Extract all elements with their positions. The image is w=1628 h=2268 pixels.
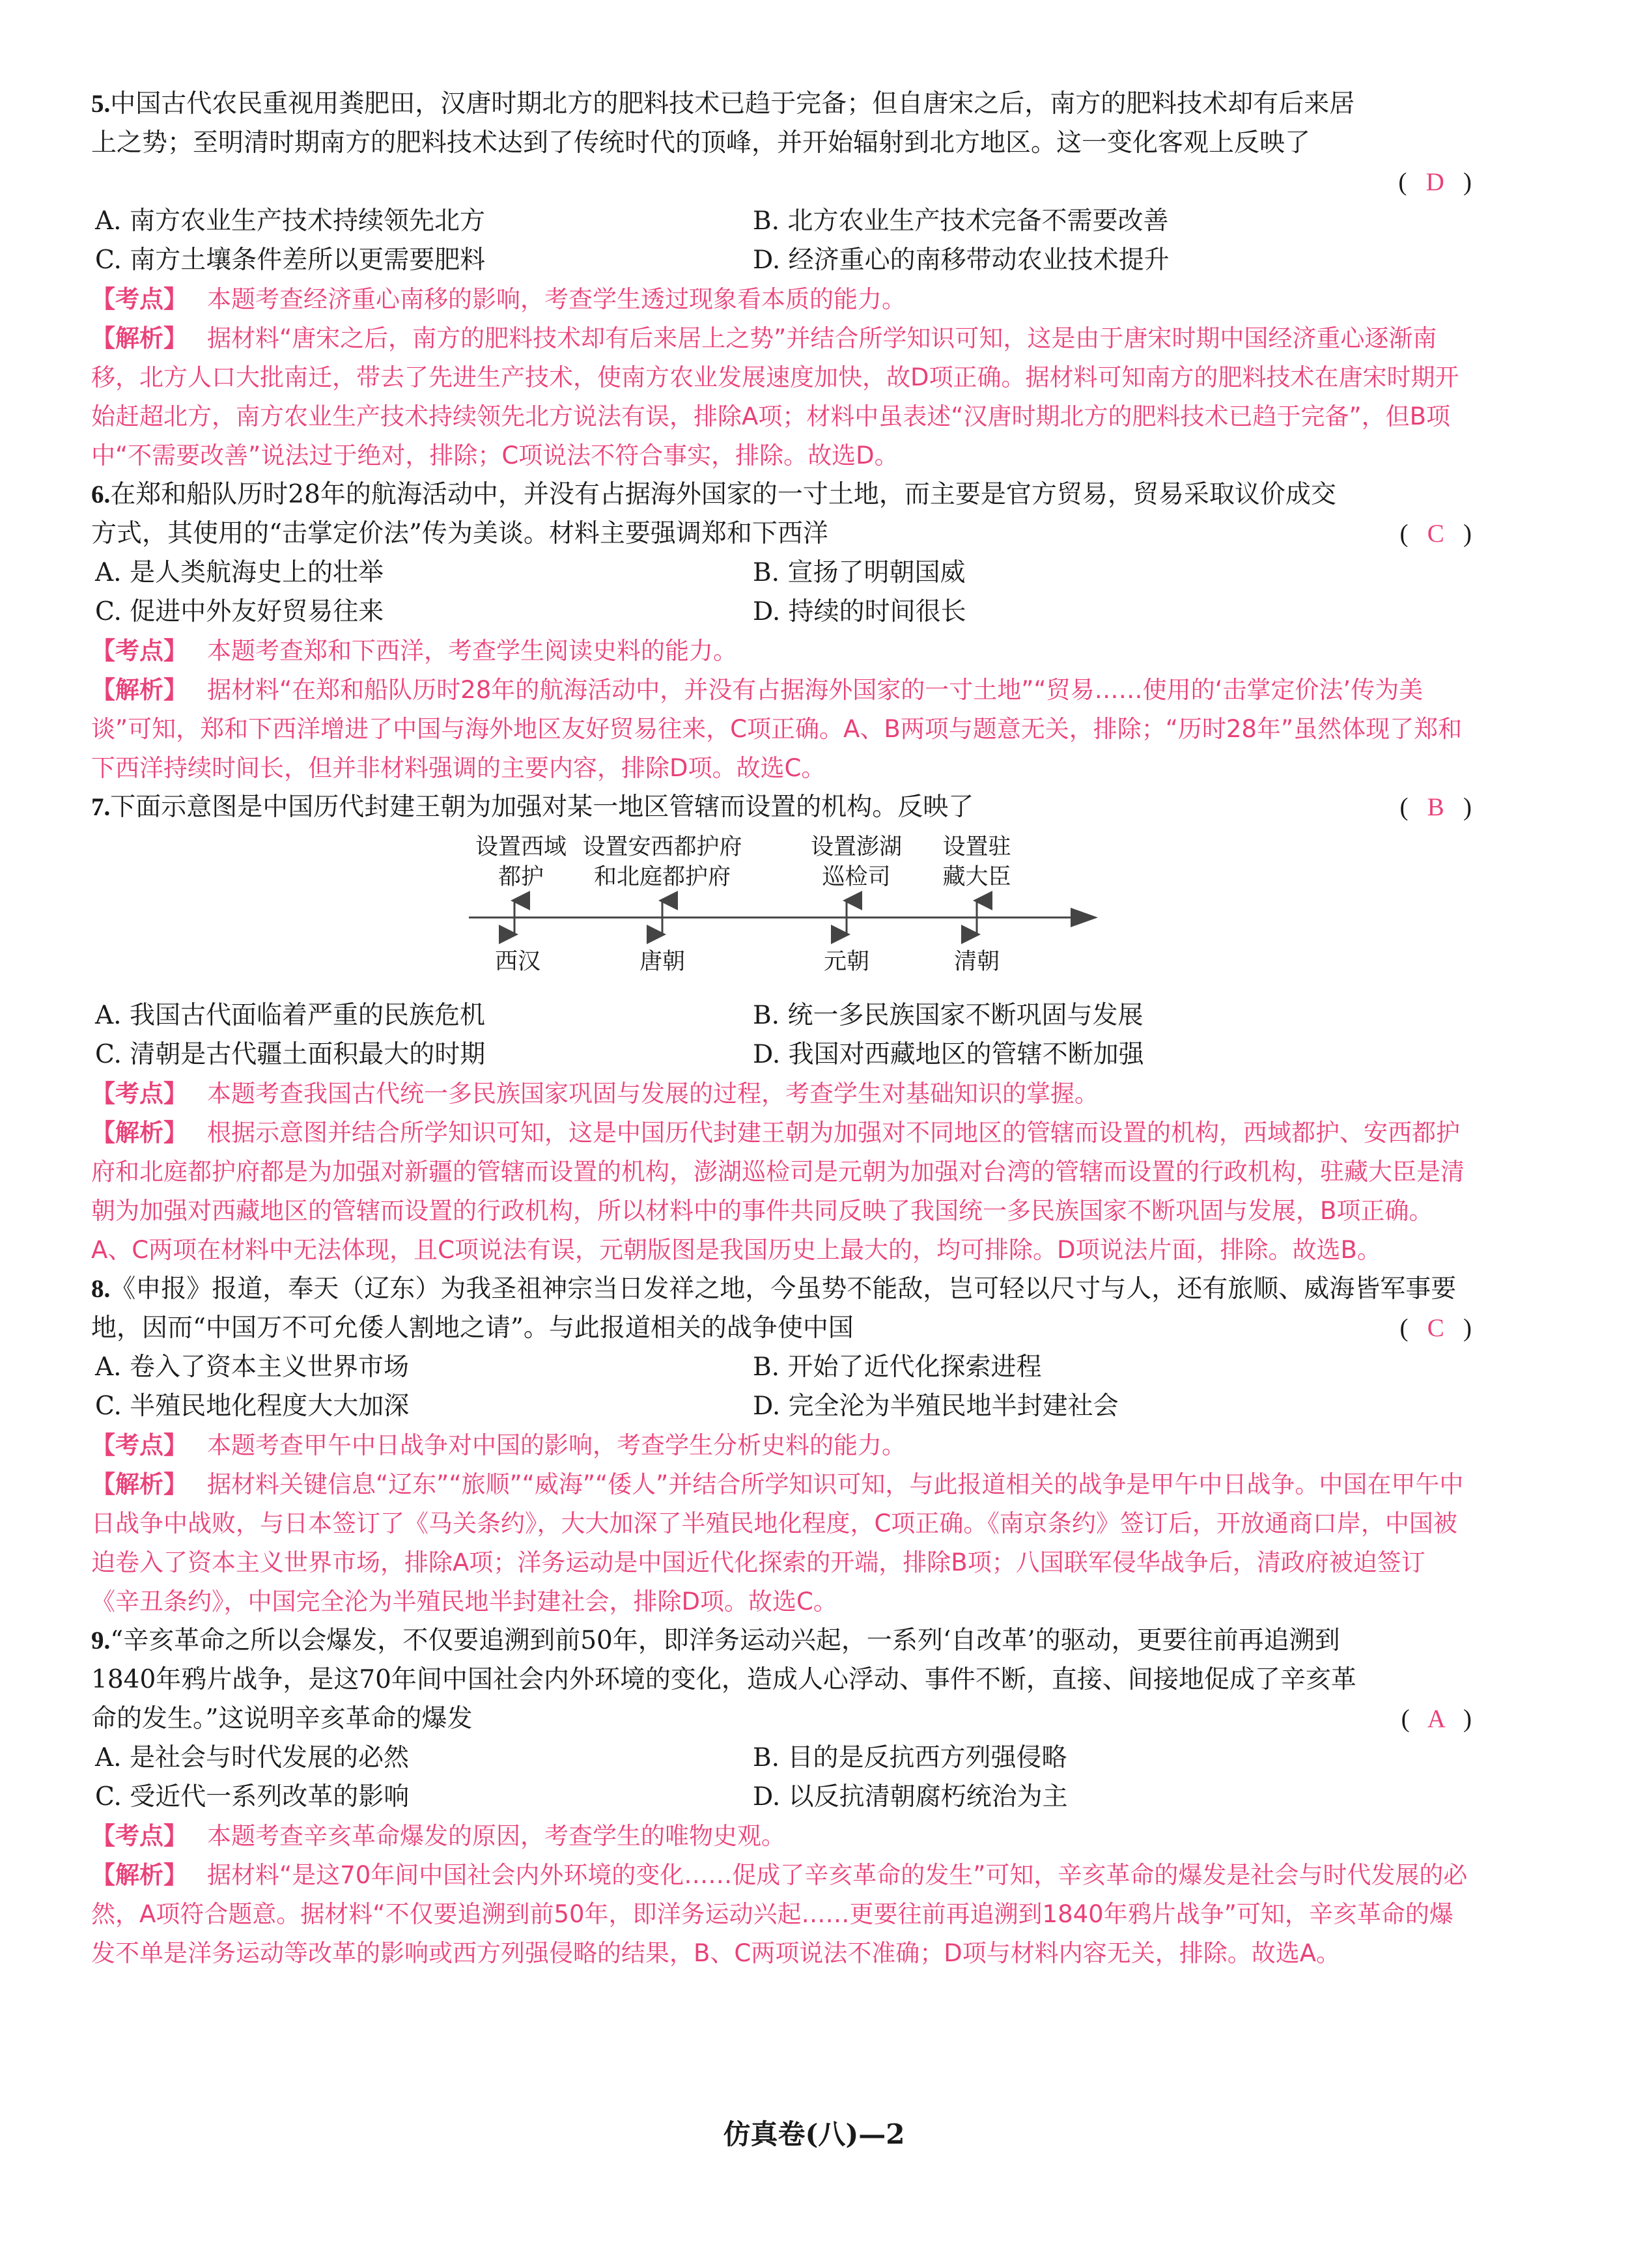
kaodian-tag: 【考点】 [91,1080,188,1108]
question-stem-line: 中国古代农民重视用粪肥田，汉唐时期北方的肥料技术已趋于完备；但自唐宋之后，南方的肥料技术却有后来居 [110,89,1355,119]
option-a: A. 南方农业生产技术持续领先北方 [95,206,485,236]
question-stem-line: 1840年鸦片战争，是这70年间中国社会内外环境的变化，造成人心浮动、事件不断，直接、间接地促成了辛亥革 [91,1665,1356,1694]
answer-letter: C [1427,520,1444,548]
question-5 [91,85,1472,475]
question-number: 8. [91,1275,111,1303]
page-footer: 仿真卷(八)—2 [723,2118,905,2150]
jiexi-tag: 【解析】 [91,676,188,704]
question-number: 9. [91,1627,111,1655]
kaodian-note: 【考点】 本题考查我国古代统一多民族国家巩固与发展的过程，考查学生对基础知识的掌握。 [91,1080,1099,1108]
option-c: C. 促进中外友好贸易往来 [95,597,384,626]
option-c: C. 南方土壤条件差所以更需要肥料 [95,245,486,275]
answer-bracket: ( C ) [1399,520,1472,548]
jiexi-note: 【解析】 据材料“是这70年间中国社会内外环境的变化……促成了辛亥革命的发生”可知，辛亥革命的爆发是社会与时代发展的必然，A项符合题意。据材料“不仅要追溯到前50年，即洋务运动兴起……更要往前再追溯到1840年鸦片战争”可知，辛亥革命的爆发不单是洋务运动等改革的影响或西方列强侵略的结果，B、C两项说法不准确；D项与材料内容无关，排除。故选A。 [91,1861,1468,1967]
options-grid [91,553,1472,632]
option-a: A. 是社会与时代发展的必然 [95,1743,409,1772]
option-d: D. 经济重心的南移带动农业技术提升 [753,245,1170,275]
option-c: C. 受近代一系列改革的影响 [95,1782,410,1812]
question-stem-line: 下面示意图是中国历代封建王朝为加强对某一地区管辖而设置的机构。反映了 [110,792,974,822]
option-b: B. 目的是反抗西方列强侵略 [753,1743,1067,1772]
jiexi-tag: 【解析】 [91,1861,188,1889]
question-number: 7. [91,793,111,821]
timeline-dynasty-label: 元朝 [823,949,870,975]
jiexi-note: 【解析】 根据示意图并结合所学知识可知，这是中国历代封建王朝为加强对不同地区的管辖而设置的机构，西域都护、安西都护府和北庭都护府都是为加强对新疆的管辖而设置的机构，澎湖巡检司是元朝为加强对台湾的管辖而设置的行政机构，驻藏大臣是清朝为加强对西藏地区的管辖而设置的行政机构，所以材料中的事件共同反映了我国统一多民族国家不断巩固与发展，B项正确。A、C两项在材料中无法体现，且C项说法有误，元朝版图是我国历史上最大的，均可排除。D项说法片面，排除。故选B。 [91,1119,1465,1264]
kaodian-note: 【考点】 本题考查郑和下西洋，考查学生阅读史料的能力。 [91,637,737,665]
answer-letter: D [1425,168,1444,196]
question-stem-line: 上之势；至明清时期南方的肥料技术达到了传统时代的顶峰，并开始辐射到北方地区。这一变化客观上反映了 [91,128,1311,158]
timeline-axis [91,831,1472,994]
timeline-diagram [91,831,1472,994]
question-number: 6. [91,481,111,509]
question-stem-line: 地，因而“中国万不可允倭人割地之请”。与此报道相关的战争使中国 [91,1313,854,1343]
option-d: D. 持续的时间很长 [753,597,966,626]
answer-bracket: ( A ) [1401,1705,1472,1733]
option-d: D. 以反抗清朝腐朽统治为主 [753,1782,1068,1812]
option-c: C. 半殖民地化程度大大加深 [95,1392,410,1421]
timeline-dynasty-label: 唐朝 [639,949,686,975]
kaodian-tag: 【考点】 [91,1431,188,1459]
timeline-dynasty-label: 西汉 [494,949,541,975]
jiexi-tag: 【解析】 [91,1119,188,1147]
answer-letter: B [1427,793,1444,821]
kaodian-tag: 【考点】 [91,1822,188,1850]
question-stem-line: “辛亥革命之所以会爆发，不仅要追溯到前50年，即洋务运动兴起，一系列‘自改革’的驱动，更要往前再追溯到 [110,1626,1340,1655]
question-9 [91,1621,1472,1973]
timeline-event-label: 设置澎湖 巡检司 [810,834,903,890]
jiexi-tag: 【解析】 [91,1470,188,1498]
option-d: D. 我国对西藏地区的管辖不断加强 [753,1040,1144,1069]
question-6 [91,475,1472,788]
options-grid [91,996,1472,1074]
kaodian-note: 【考点】 本题考查经济重心南移的影响，考查学生透过现象看本质的能力。 [91,285,906,313]
answer-bracket: ( B ) [1399,793,1472,821]
option-d: D. 完全沦为半殖民地半封建社会 [753,1392,1119,1421]
option-b: B. 开始了近代化探索进程 [753,1352,1042,1382]
timeline-dynasty-label: 清朝 [953,949,1000,975]
jiexi-note: 【解析】 据材料“在郑和船队历时28年的航海活动中，并没有占据海外国家的一寸土地”“贸易……使用的‘击掌定价法’传为美谈”可知，郑和下西洋增进了中国与海外地区友好贸易往来，C项正确。A、B两项与题意无关，排除；“历时28年”虽然体现了郑和下西洋持续时间长，但并非材料强调的主要内容，排除D项。故选C。 [91,676,1463,782]
option-a: A. 是人类航海史上的壮举 [95,558,384,587]
answer-bracket: ( D ) [91,163,1472,202]
kaodian-note: 【考点】 本题考查甲午中日战争对中国的影响，考查学生分析史料的能力。 [91,1431,906,1459]
options-grid [91,202,1472,280]
option-c: C. 清朝是古代疆土面积最大的时期 [95,1040,486,1069]
question-8 [91,1270,1472,1621]
option-b: B. 宣扬了明朝国威 [753,558,966,587]
option-b: B. 统一多民族国家不断巩固与发展 [753,1001,1144,1030]
timeline-event-label: 设置安西都护府 和北庭都护府 [582,834,742,890]
question-stem-line: 方式，其使用的“击掌定价法”传为美谈。材料主要强调郑和下西洋 [91,519,828,548]
answer-bracket: ( C ) [1399,1314,1472,1342]
jiexi-note: 【解析】 据材料“唐宋之后，南方的肥料技术却有后来居上之势”并结合所学知识可知，这是由于唐宋时期中国经济重心逐渐南移，北方人口大批南迁，带去了先进生产技术，使南方农业发展速度加快，故D项正确。据材料可知南方的肥料技术在唐宋时期开始赶超北方，南方农业生产技术持续领先北方说法有误，排除A项；材料中虽表述“汉唐时期北方的肥料技术已趋于完备”，但B项中“不需要改善”说法过于绝对，排除；C项说法不符合事实，排除。故选D。 [91,324,1459,469]
answer-letter: A [1427,1705,1444,1733]
kaodian-note: 【考点】 本题考查辛亥革命爆发的原因，考查学生的唯物史观。 [91,1822,785,1850]
options-grid [91,1348,1472,1426]
kaodian-tag: 【考点】 [91,285,188,313]
option-a: A. 我国古代面临着严重的民族危机 [95,1001,485,1030]
timeline-event-label: 设置西域 都护 [475,834,567,890]
question-number: 5. [91,90,111,118]
page-content [91,85,1472,1973]
timeline-event-label: 设置驻 藏大臣 [942,834,1011,890]
answer-letter: C [1427,1314,1444,1342]
jiexi-note: 【解析】 据材料关键信息“辽东”“旅顺”“威海”“倭人”并结合所学知识可知，与此报道相关的战争是甲午中日战争。中国在甲午中日战争中战败，与日本签订了《马关条约》，大大加深了半殖民地化程度，C项正确。《南京条约》签订后，开放通商口岸，中国被迫卷入了资本主义世界市场，排除A项；洋务运动是中国近代化探索的开端，排除B项；八国联军侵华战争后，清政府被迫签订《辛丑条约》，中国完全沦为半殖民地半封建社会，排除D项。故选C。 [91,1470,1464,1616]
question-stem-line: 命的发生。”这说明辛亥革命的爆发 [91,1704,473,1733]
question-7 [91,788,1472,1270]
option-a: A. 卷入了资本主义世界市场 [95,1352,409,1382]
option-b: B. 北方农业生产技术完备不需要改善 [753,206,1169,236]
options-grid [91,1739,1472,1817]
question-stem-line: 在郑和船队历时28年的航海活动中，并没有占据海外国家的一寸土地，而主要是官方贸易，贸易采取议价成交 [110,480,1336,509]
jiexi-tag: 【解析】 [91,324,188,352]
kaodian-tag: 【考点】 [91,637,188,665]
question-stem-line: 《申报》报道，奉天（辽东）为我圣祖神宗当日发祥之地，今虽势不能敌，岂可轻以尺寸与人，还有旅顺、威海皆军事要 [110,1274,1457,1304]
